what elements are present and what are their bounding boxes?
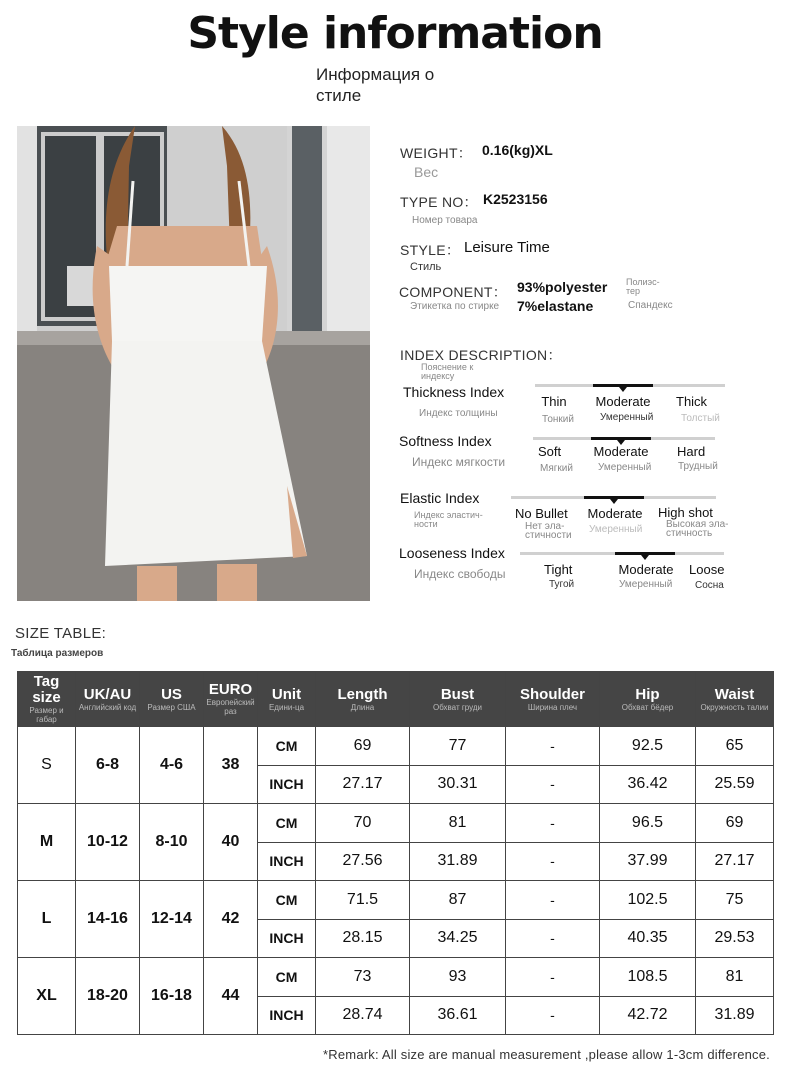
euro-size-cell: 38 [204,727,258,804]
thickness-option-moderate-sub: Умеренный [600,412,654,423]
us-size-cell: 8-10 [140,804,204,881]
looseness-option-moderate: Moderate [618,562,674,577]
component-label: COMPONENT： [399,284,507,300]
style-sub: Стиль [410,261,442,273]
uk-size-cell: 14-16 [76,881,140,958]
looseness-marker-icon [641,555,649,560]
us-size-cell: 16-18 [140,958,204,1035]
unit-cell: INCH [258,842,316,881]
bust-cell: 77 [410,727,506,766]
index-title-sub: Пояснение к индексу [421,362,474,381]
unit-cell: CM [258,881,316,920]
softness-option-hard-sub: Трудный [678,461,718,472]
looseness-option-moderate-sub: Умеренный [619,579,673,590]
length-cell: 71.5 [316,881,410,920]
shoulder-cell: - [506,804,600,843]
component-sub: Этикетка по стирке [410,301,500,312]
thickness-option-thin-sub: Тонкий [542,414,574,425]
type-value: K2523156 [483,191,548,207]
length-cell: 27.56 [316,842,410,881]
type-sub: Номер товара [412,215,478,226]
unit-cell: INCH [258,765,316,804]
thickness-option-thin: Thin [541,394,567,409]
length-cell: 28.74 [316,996,410,1035]
unit-cell: CM [258,958,316,997]
bust-cell: 36.61 [410,996,506,1035]
looseness-option-loose-sub: Сосна [695,580,724,591]
uk-size-cell: 18-20 [76,958,140,1035]
hip-cell: 36.42 [600,765,696,804]
softness-option-moderate-sub: Умеренный [598,462,652,473]
looseness-index-name: Looseness Index [399,545,505,561]
thickness-marker-icon [619,387,627,392]
header-length: Length Длина [316,672,410,727]
length-cell: 27.17 [316,765,410,804]
elastic-option-high-shot-sub: Высокая эла-стичность [666,519,729,539]
waist-cell: 69 [696,804,774,843]
length-cell: 73 [316,958,410,997]
waist-cell: 27.17 [696,842,774,881]
shoulder-cell: - [506,958,600,997]
component-elastane-sub: Спандекс [628,300,673,311]
size-table-title: SIZE TABLE: [15,625,107,642]
hip-cell: 37.99 [600,842,696,881]
uk-size-cell: 6-8 [76,727,140,804]
thickness-index-sub: Индекс толщины [419,408,498,419]
elastic-option-moderate-sub: Умеренный [589,524,643,535]
looseness-index-sub: Индекс свободы [414,567,506,581]
bust-cell: 30.31 [410,765,506,804]
softness-option-soft: Soft [538,444,562,459]
shoulder-cell: - [506,881,600,920]
thickness-option-moderate: Moderate [595,394,651,409]
unit-cell: INCH [258,996,316,1035]
hip-cell: 108.5 [600,958,696,997]
softness-option-hard: Hard [677,444,706,459]
remark-note: *Remark: All size are manual measurement ,please allow 1-3cm difference. [323,1047,770,1062]
elastic-marker-icon [610,499,618,504]
table-row [18,881,774,920]
shoulder-cell: - [506,996,600,1035]
softness-option-moderate: Moderate [593,444,649,459]
thickness-option-thick-sub: Толстый [681,413,720,424]
shoulder-cell: - [506,727,600,766]
elastic-option-no-bullet: No Bullet [515,506,568,521]
tag-size-cell: M [18,804,76,881]
softness-index-name: Softness Index [399,433,492,449]
header-euro: EURO Европейский раз [204,672,258,727]
shoulder-cell: - [506,842,600,881]
tag-size-cell: S [18,727,76,804]
waist-cell: 29.53 [696,919,774,958]
waist-cell: 65 [696,727,774,766]
length-cell: 70 [316,804,410,843]
shoulder-cell: - [506,919,600,958]
elastic-index-name: Elastic Index [400,490,480,506]
waist-cell: 81 [696,958,774,997]
bust-cell: 81 [410,804,506,843]
type-label: TYPE NO： [400,194,478,210]
thickness-index-name: Thickness Index [403,384,505,400]
weight-sub: Вес [414,164,439,180]
looseness-option-tight-sub: Тугой [549,579,575,590]
hip-cell: 92.5 [600,727,696,766]
tag-size-cell: XL [18,958,76,1035]
waist-cell: 31.89 [696,996,774,1035]
waist-cell: 75 [696,881,774,920]
bust-cell: 31.89 [410,842,506,881]
weight-value: 0.16(kg)XL [482,142,553,158]
unit-cell: CM [258,727,316,766]
index-title: INDEX DESCRIPTION： [400,347,562,363]
header-hip: Hip Обхват бёдер [600,672,696,727]
thickness-option-thick: Thick [676,394,708,409]
hip-cell: 102.5 [600,881,696,920]
header-unit: Unit Едини-ца [258,672,316,727]
looseness-option-tight: Tight [544,562,573,577]
bust-cell: 87 [410,881,506,920]
waist-cell: 25.59 [696,765,774,804]
style-value: Leisure Time [464,239,550,256]
hip-cell: 42.72 [600,996,696,1035]
hip-cell: 96.5 [600,804,696,843]
size-table-header-row [18,672,774,727]
header-tag-size: Tag size Размер и габар [18,672,76,727]
tag-size-cell: L [18,881,76,958]
softness-index-sub: Индекс мягкости [412,455,506,469]
length-cell: 28.15 [316,919,410,958]
elastic-option-no-bullet-sub: Нет эла-стичности [525,521,572,541]
header-uk-au: UK/AU Английский код [76,672,140,727]
page-subtitle: Информация о стиле [316,65,435,105]
bust-cell: 34.25 [410,919,506,958]
component-elastane: 7%elastane [517,298,594,314]
style-label: STYLE： [400,242,461,258]
header-bust: Bust Обхват груди [410,672,506,727]
unit-cell: INCH [258,919,316,958]
product-photo [17,126,370,601]
shoulder-cell: - [506,765,600,804]
length-cell: 69 [316,727,410,766]
us-size-cell: 4-6 [140,727,204,804]
unit-cell: CM [258,804,316,843]
header-waist: Waist Окружность талии [696,672,774,727]
us-size-cell: 12-14 [140,881,204,958]
size-table [17,671,774,1035]
table-row [18,727,774,766]
euro-size-cell: 44 [204,958,258,1035]
size-table-subtitle: Таблица размеров [11,648,104,659]
page-title: Style information [187,8,603,59]
softness-option-soft-sub: Мягкий [540,463,573,474]
table-row [18,804,774,843]
bust-cell: 93 [410,958,506,997]
hip-cell: 40.35 [600,919,696,958]
component-polyester: 93%polyester [517,279,608,295]
elastic-option-high-shot: High shot [658,505,713,520]
uk-size-cell: 10-12 [76,804,140,881]
elastic-index-sub: Индекс эластич-ности [414,510,483,529]
euro-size-cell: 42 [204,881,258,958]
table-row [18,958,774,997]
looseness-option-loose: Loose [689,562,725,577]
header-us: US Размер США [140,672,204,727]
elastic-option-moderate: Moderate [587,506,643,521]
header-shoulder: Shoulder Ширина плеч [506,672,600,727]
component-polyester-sub: Полиэс-тер [626,277,660,296]
weight-label: WEIGHT： [400,145,473,161]
euro-size-cell: 40 [204,804,258,881]
